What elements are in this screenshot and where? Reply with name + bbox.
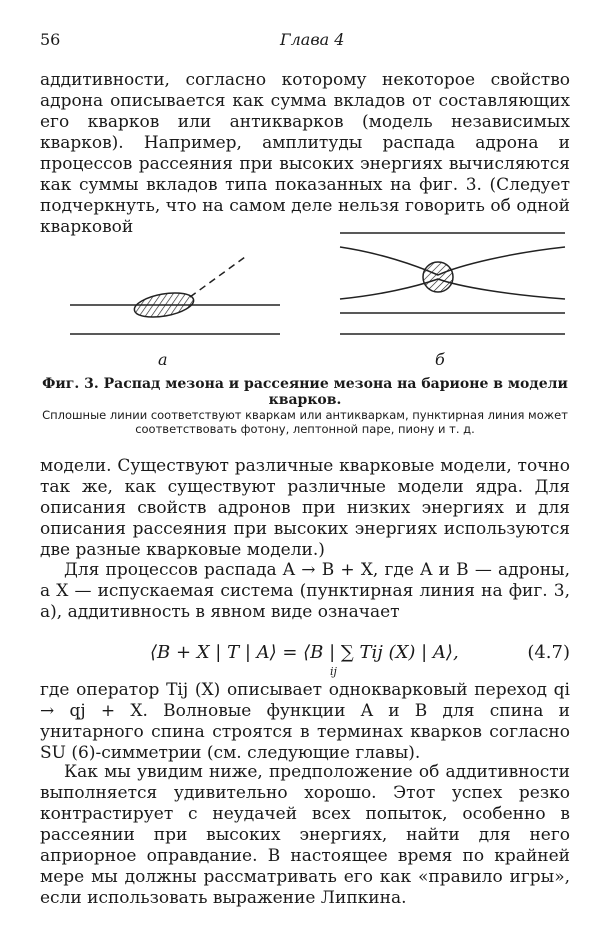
- paragraph-3: [40, 560, 570, 623]
- diagram-b: [340, 233, 565, 334]
- paragraph-1: [40, 70, 570, 238]
- hadron-blob-a: [133, 289, 196, 321]
- paragraph-5: [40, 762, 570, 909]
- figure-3: [40, 225, 570, 370]
- equation-sum-index: ij: [330, 665, 337, 678]
- diagram-a: [70, 257, 280, 334]
- page-number: 56: [40, 30, 61, 49]
- dashed-emission-line: [190, 257, 245, 297]
- equation-4-7: [40, 638, 570, 678]
- figure-label-b: б: [435, 350, 445, 369]
- hadron-blob-b: [423, 262, 453, 292]
- paragraph-2: [40, 456, 570, 561]
- equation-number: (4.7): [527, 642, 570, 663]
- figure-caption: [40, 376, 570, 436]
- figure-3-diagram: [40, 225, 570, 370]
- paragraph-1-text: аддитивности, согласно которому некоторое свойство адрона описывается как сумма вкладов от составляющих его кварков или антикварков (модель независимых кварков). Например, амплитуды распада адрона и процессов рассеяния при высоких энергиях вычисляются как суммы вкладов типа показанных на фиг. 3. (Следует подчеркнуть, что на самом деле нельзя говорить об одной кварковой: [40, 70, 570, 237]
- caption-text: Сплошные линии соответствуют кваркам или антикваркам, пунктирная линия может соответствовать фотону, лептонной паре, пиону и т. д.: [42, 408, 568, 436]
- running-head: Глава 4: [280, 30, 345, 49]
- figure-label-a: а: [158, 350, 168, 369]
- paragraph-4: [40, 680, 570, 764]
- caption-title: Фиг. 3. Распад мезона и рассеяние мезона на барионе в модели кварков.: [42, 376, 568, 408]
- paragraph-3-text: Для процессов распада A → B + X, где A и B — адроны, а X — испускаемая система (пунктирная линия на фиг. 3, а), аддитивность в явном виде означает: [40, 560, 570, 622]
- equation-body: ⟨B + X | T | A⟩ = ⟨B | ∑ Tij (X) | A⟩,: [150, 642, 459, 663]
- paragraph-5-text: Как мы увидим ниже, предположение об аддитивности выполняется удивительно хорошо. Этот успех резко контрастирует с неудачей всех попыток, особенно в рассеянии при высоких энергиях, найти для него априорное оправдание. В настоящее время по крайней мере мы должны рассматривать его как «правило игры», если использовать выражение Липкина.: [40, 762, 570, 908]
- paragraph-4-text: где оператор Tij (X) описывает однокварковый переход qi → qj + X. Волновые функции A и B для спина и унитарного спина строятся в терминах кварков согласно SU (6)-симметрии (см. следующие главы).: [40, 680, 570, 763]
- paragraph-2-text: модели. Существуют различные кварковые модели, точно так же, как существуют различные модели ядра. Для описания свойств адронов при низких энергиях и для описания рассеяния при высоких энергиях используются две разные кварковые модели.): [40, 456, 570, 560]
- page-header: [40, 30, 570, 50]
- quark-line-b-upper-curve: [340, 247, 565, 275]
